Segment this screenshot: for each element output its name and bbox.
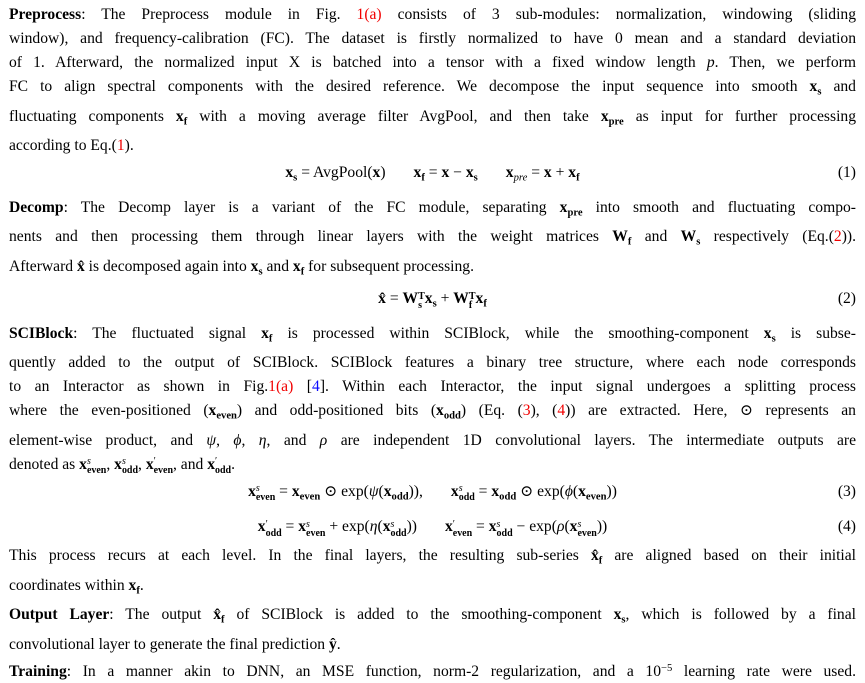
equation-body	[285, 164, 579, 181]
text-run: s	[293, 173, 297, 184]
text-run: ⊙ exp(	[516, 483, 565, 500]
math-base: x	[207, 456, 215, 473]
text-run: ρ	[320, 432, 328, 449]
text-run: p	[707, 54, 715, 71]
text-run: =	[475, 483, 492, 500]
text-run: denoted as	[9, 456, 79, 473]
text-run: s	[696, 237, 700, 248]
text-run: .	[231, 456, 235, 473]
text-run: with a moving average filter AvgPool, and then take	[187, 108, 601, 125]
math-base: x	[79, 456, 87, 473]
paragraph-training	[9, 657, 856, 683]
equation-figure-ref-link[interactable]: 2	[834, 228, 842, 245]
math-superscript: T	[469, 292, 476, 301]
text-run: window), and frequency-calibration (FC). The dataset is firstly normalized to have 0 mean and a standard deviation	[9, 30, 856, 47]
math-base: x	[570, 518, 578, 535]
text-line	[9, 633, 856, 657]
equation-figure-ref-link[interactable]: 3	[523, 402, 531, 419]
math-stacked-symbol	[207, 453, 231, 477]
equation-number: (2)	[838, 286, 856, 312]
text-line	[9, 105, 856, 135]
text-run: FC to align spectral components with the desired reference. We decompose the input sequence into smooth	[9, 78, 810, 95]
equation-figure-ref-link[interactable]: 1(a)	[268, 378, 293, 395]
text-run: SCIBlock	[9, 325, 73, 342]
math-base: x	[489, 518, 497, 535]
text-run: convolutional layer to generate the final prediction	[9, 636, 329, 653]
math-scripts	[469, 292, 476, 311]
text-run: : The Preprocess module in Fig.	[81, 6, 356, 23]
text-run: f	[483, 299, 487, 310]
text-run: .	[140, 577, 144, 594]
text-run: of 1. Afterward, the normalized input X is batched into a tensor with a fixed window length	[9, 54, 707, 71]
text-run: pre	[567, 207, 582, 218]
text-run: ŷ	[329, 636, 337, 653]
math-scripts	[391, 520, 407, 539]
text-run: Decomp	[9, 199, 64, 216]
math-scripts	[215, 457, 231, 476]
text-run: for subsequent processing.	[304, 258, 474, 275]
text-run: x	[251, 258, 259, 275]
text-run: s	[474, 173, 478, 184]
equation-body	[258, 518, 607, 535]
equation-number: (3)	[838, 479, 856, 505]
text-run: Afterward	[9, 258, 77, 275]
math-superscript: s	[497, 520, 513, 529]
citation-link[interactable]: 4	[312, 378, 320, 395]
math-subscript: even	[306, 529, 325, 538]
text-line	[9, 322, 856, 352]
text-run: x	[764, 325, 772, 342]
paragraph-recursion-note	[9, 544, 856, 603]
math-base: x	[383, 518, 391, 535]
math-superscript: ′	[453, 520, 472, 529]
text-run: x	[436, 402, 444, 419]
text-run: x	[568, 164, 576, 181]
text-run: x̂	[213, 606, 221, 623]
text-run: ]. Within each Interactor, the input signal undergoes a splitting process	[320, 378, 856, 395]
math-superscript: s	[459, 484, 475, 493]
text-run: into smooth and fluctuating compo-	[583, 199, 856, 216]
text-line	[9, 544, 856, 574]
text-line	[9, 453, 856, 477]
text-run: x	[810, 78, 818, 95]
text-line	[9, 51, 856, 75]
text-run: ))	[607, 483, 617, 500]
math-base: x	[146, 456, 154, 473]
text-run: ψ	[369, 483, 379, 500]
text-run: odd	[444, 411, 461, 422]
paragraph-preprocess	[9, 3, 856, 158]
display-equation	[9, 514, 856, 540]
math-subscript: even	[154, 466, 173, 475]
text-run: Output Layer	[9, 606, 109, 623]
text-run: ), (	[531, 402, 558, 419]
text-run: =	[386, 290, 403, 307]
text-run: = AvgPool(	[297, 164, 372, 181]
text-run: fluctuating components	[9, 108, 176, 125]
text-run: , and	[173, 456, 207, 473]
text-run: x	[544, 164, 552, 181]
math-superscript: s	[87, 457, 106, 466]
text-run: odd	[392, 491, 409, 502]
text-run: Preprocess	[9, 6, 81, 23]
text-run: and	[263, 258, 293, 275]
text-line	[9, 225, 856, 255]
text-run: x̂	[378, 290, 386, 307]
text-line	[9, 134, 856, 158]
text-run: x̂	[591, 547, 599, 564]
text-run: respectively (Eq.(	[700, 228, 834, 245]
math-base: W	[453, 290, 469, 307]
text-line	[9, 75, 856, 105]
math-subscript: even	[453, 529, 472, 538]
math-subscript: even	[256, 493, 275, 502]
text-run: ψ	[206, 432, 216, 449]
text-run: according to Eq.(	[9, 137, 117, 154]
text-run: ρ	[557, 518, 565, 535]
math-scripts	[306, 520, 325, 539]
text-run: =	[425, 164, 442, 181]
math-base: x	[248, 483, 256, 500]
text-run: )),	[409, 483, 423, 500]
math-base: x	[451, 483, 459, 500]
text-run: learning rate were used.	[672, 662, 856, 679]
text-run: )).	[842, 228, 856, 245]
display-equation	[9, 479, 856, 511]
math-subscript: f	[469, 301, 476, 310]
paragraph-output-layer	[9, 603, 856, 657]
text-line	[9, 351, 856, 375]
math-stacked-symbol	[445, 514, 472, 540]
math-superscript: ′	[154, 457, 173, 466]
equation-body	[248, 483, 617, 500]
text-run: ) (Eq. (	[461, 402, 523, 419]
text-line	[9, 429, 856, 453]
text-run: x	[129, 577, 137, 594]
text-line	[9, 574, 856, 604]
text-run: .	[337, 636, 341, 653]
display-equation	[9, 160, 856, 192]
text-run: x	[506, 164, 514, 181]
equation-number: (4)	[838, 514, 856, 540]
text-run: x	[578, 483, 586, 500]
math-superscript: s	[256, 484, 275, 493]
text-run: , which is followed by a final	[626, 606, 856, 623]
math-scripts	[497, 520, 513, 539]
text-run: are aligned based on their initial	[602, 547, 856, 564]
text-run: x	[441, 164, 449, 181]
text-run: coordinates within	[9, 577, 129, 594]
math-stacked-symbol	[114, 453, 138, 477]
text-run: as input for further processing	[624, 108, 856, 125]
math-superscript: s	[391, 520, 407, 529]
math-scripts	[453, 520, 472, 539]
math-stacked-symbol	[258, 514, 282, 540]
math-superscript: s	[577, 520, 596, 529]
math-superscript: T	[418, 292, 425, 301]
text-run: and	[631, 228, 680, 245]
text-run: : In a manner akin to DNN, an MSE function, norm-2 regularization, and a 10	[67, 662, 661, 679]
text-run: x	[560, 199, 568, 216]
text-run: ,	[216, 432, 233, 449]
text-run: x	[292, 483, 300, 500]
text-run: ))	[407, 518, 417, 535]
math-scripts	[122, 457, 138, 476]
text-run: odd	[499, 491, 516, 502]
text-run: x	[614, 606, 622, 623]
text-run: x	[466, 164, 474, 181]
math-scripts	[154, 457, 173, 476]
text-run: f	[184, 116, 188, 127]
text-run: x	[384, 483, 392, 500]
equation-figure-ref-link[interactable]: 4	[557, 402, 565, 419]
math-stacked-symbol	[453, 286, 475, 312]
math-base: x	[445, 518, 453, 535]
text-run: −5	[661, 663, 672, 674]
text-run: ,	[106, 456, 114, 473]
text-run: (	[379, 483, 384, 500]
text-run: x	[491, 483, 499, 500]
text-run: s	[772, 333, 776, 344]
text-line	[9, 375, 856, 399]
math-subscript: odd	[122, 466, 138, 475]
text-run: . Then, we perform	[715, 54, 856, 71]
math-scripts	[418, 292, 425, 311]
text-run: ,	[138, 456, 146, 473]
text-run: x	[601, 108, 609, 125]
text-run: +	[437, 290, 454, 307]
math-subscript: odd	[459, 493, 475, 502]
math-subscript: odd	[215, 466, 231, 475]
text-run: element-wise product, and	[9, 432, 206, 449]
text-line	[9, 255, 856, 285]
text-run: =	[275, 483, 292, 500]
text-line	[9, 603, 856, 633]
text-run: quently added to the output of SCIBlock. SCIBlock features a binary tree structure, where each node corresponds	[9, 354, 856, 371]
math-scripts	[256, 484, 275, 503]
text-run: +	[552, 164, 569, 181]
math-stacked-symbol	[489, 514, 513, 540]
text-run: x	[285, 164, 293, 181]
text-run: , and	[267, 432, 320, 449]
text-run: Training	[9, 662, 67, 679]
text-run: (	[564, 518, 569, 535]
math-scripts	[459, 484, 475, 503]
text-run: η	[370, 518, 378, 535]
text-run: s	[258, 266, 262, 277]
text-run: This process recurs at each level. In the final layers, the resulting sub-series	[9, 547, 591, 564]
text-run: nents and then processing them through linear layers with the weight matrices	[9, 228, 612, 245]
math-stacked-symbol	[298, 514, 325, 540]
text-run: =	[282, 518, 299, 535]
text-run: f	[599, 556, 603, 567]
text-run: is subse-	[776, 325, 856, 342]
text-run: pre	[609, 116, 624, 127]
text-run: ⊙ exp(	[320, 483, 369, 500]
text-run: f	[269, 333, 273, 344]
text-run: W	[612, 228, 628, 245]
text-run: : The fluctuated signal	[73, 325, 261, 342]
math-stacked-symbol	[248, 479, 275, 505]
text-run: f	[421, 173, 425, 184]
text-run: even	[586, 491, 607, 502]
text-run: )) are extracted. Here, ⊙ represents an	[565, 402, 856, 419]
math-base: W	[403, 290, 419, 307]
math-subscript: odd	[266, 529, 282, 538]
text-run: x	[209, 402, 217, 419]
text-run: − exp(	[513, 518, 557, 535]
text-run: and	[821, 78, 856, 95]
text-run: [	[293, 378, 312, 395]
text-line	[9, 196, 856, 226]
text-run: x	[425, 290, 433, 307]
text-run: f	[221, 615, 225, 626]
text-run: x	[261, 325, 269, 342]
math-base: x	[258, 518, 266, 535]
text-run: (	[573, 483, 578, 500]
math-subscript: s	[418, 301, 425, 310]
text-run: ϕ	[233, 432, 241, 449]
text-run: ,	[241, 432, 258, 449]
text-run: ϕ	[565, 483, 573, 500]
text-run: f	[576, 173, 580, 184]
math-superscript: ′	[266, 520, 282, 529]
text-run: x	[293, 258, 301, 275]
math-stacked-symbol	[383, 514, 407, 540]
text-run: : The output	[109, 606, 213, 623]
text-run: are independent 1D convolutional layers. The intermediate outputs are	[327, 432, 856, 449]
math-stacked-symbol	[451, 479, 475, 505]
text-run: ))	[597, 518, 607, 535]
math-stacked-symbol	[403, 286, 425, 312]
text-run: s	[817, 87, 821, 98]
text-line	[9, 399, 856, 429]
equation-figure-ref-link[interactable]: 1	[117, 137, 125, 154]
math-stacked-symbol	[79, 453, 106, 477]
paragraph-decomp	[9, 196, 856, 285]
math-subscript: even	[87, 466, 106, 475]
text-run: + exp(	[325, 518, 369, 535]
text-run: even	[300, 491, 321, 502]
text-run: =	[527, 164, 544, 181]
paragraph-sciblock	[9, 322, 856, 477]
text-run: W	[681, 228, 697, 245]
text-line	[9, 3, 856, 27]
text-run: consists of 3 sub-modules: normalization, windowing (sliding	[382, 6, 856, 23]
text-run: s	[621, 615, 625, 626]
text-run: where the even-positioned (	[9, 402, 209, 419]
text-run: ) and odd-positioned bits (	[237, 402, 436, 419]
text-run: ).	[125, 137, 134, 154]
text-run: pre	[514, 173, 528, 184]
equation-body	[378, 290, 487, 307]
text-run: even	[216, 411, 237, 422]
text-run: −	[449, 164, 466, 181]
text-run: x̂	[77, 258, 85, 275]
math-subscript: even	[577, 529, 596, 538]
text-run: (	[378, 518, 383, 535]
text-run: x	[414, 164, 422, 181]
text-run: x	[373, 164, 381, 181]
math-superscript: ′	[215, 457, 231, 466]
math-scripts	[577, 520, 596, 539]
text-run: is decomposed again into	[85, 258, 251, 275]
display-equation	[9, 286, 856, 318]
math-scripts	[266, 520, 282, 539]
text-run: is processed within SCIBlock, while the smoothing-component	[272, 325, 763, 342]
text-run: f	[628, 237, 632, 248]
math-stacked-symbol	[146, 453, 173, 477]
math-subscript: odd	[391, 529, 407, 538]
math-base: x	[114, 456, 122, 473]
text-run: )	[380, 164, 385, 181]
text-run: x	[176, 108, 184, 125]
math-superscript: s	[122, 457, 138, 466]
math-scripts	[87, 457, 106, 476]
text-run: to an Interactor as shown in Fig.	[9, 378, 268, 395]
math-stacked-symbol	[570, 514, 597, 540]
equation-figure-ref-link[interactable]: 1(a)	[357, 6, 382, 23]
text-run: =	[472, 518, 489, 535]
equation-number: (1)	[838, 160, 856, 186]
text-run: : The Decomp layer is a variant of the FC module, separating	[64, 199, 560, 216]
math-subscript: odd	[497, 529, 513, 538]
math-superscript: s	[306, 520, 325, 529]
text-line	[9, 657, 856, 683]
text-run: f	[136, 585, 140, 596]
text-line	[9, 27, 856, 51]
text-run: of SCIBlock is added to the smoothing-component	[225, 606, 614, 623]
text-run: η	[259, 432, 267, 449]
text-run: x	[476, 290, 484, 307]
math-base: x	[298, 518, 306, 535]
text-run: s	[433, 299, 437, 310]
text-run: f	[301, 266, 305, 277]
